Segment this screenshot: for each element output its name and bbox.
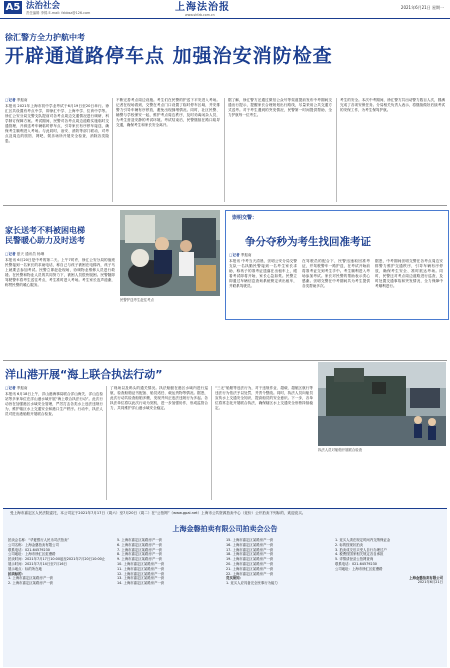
notice-line: 18. 上海市嘉定区某路房产一套 xyxy=(226,552,274,557)
notice-line: 公司名称：上海金磐拍卖有限公司 xyxy=(8,542,59,547)
auction-notice-column-4 xyxy=(335,538,443,664)
column-divider xyxy=(211,386,212,500)
boxed-article-byline xyxy=(229,253,252,258)
notice-line: 17. 上海市嘉定区某路房产一套 xyxy=(226,547,274,552)
column-divider xyxy=(336,98,337,202)
notice-line: 3. 拍卖成交后买受人自行办理过户 xyxy=(335,547,387,552)
notice-line: 联系电话：021-64579230 xyxy=(335,561,377,566)
byline-name: 季振南 xyxy=(16,386,28,390)
notice-line: 5. 详情请登录公拍网查询 xyxy=(335,557,374,562)
notice-line: 6. 上海市嘉定区某路房产一套 xyxy=(117,542,162,547)
notice-line: 11. 上海市嘉定区某路房产一套 xyxy=(117,566,165,571)
lead-column-3: 据了解，徐汇警方还通过微信公众号等渠道提前发布中考期间交通出行提示，提醒家长合理规划出行路线，尽量采用公共交通方式送考。对于考生遇到的突发情况，民警第一时间提供帮助，全力护航每一位考生。 xyxy=(228,98,332,117)
article-2-photo xyxy=(120,210,220,296)
notice-line: 1. 竞买人须在规定时间内交纳保证金 xyxy=(335,538,391,542)
lead-column-4: 考生的安全。本次中考期间，徐汇警方共出动警力数百人次，圆满完成了各项安保任务。分局相关负责人表示，将继续做好后续考试的安保工作，为考生保驾护航。 xyxy=(340,98,445,112)
notice-line: 9. 上海市嘉定区某路房产一套 xyxy=(117,557,162,562)
notice-line: 13. 上海市嘉定区某路房产一套 xyxy=(117,576,165,581)
notice-line: 2. 上海市嘉定区某路房产一套 xyxy=(8,581,53,586)
article-3-byline xyxy=(5,386,28,391)
police-escort-photo xyxy=(120,210,220,296)
section-rule xyxy=(3,205,447,206)
notice-line: 展示时间：2021年7月14日至7月16日 xyxy=(8,561,67,566)
article-2-headline xyxy=(5,226,115,246)
boxed-article-column-2: 在驾驶员的配合下，民警迅速取回准考证，并驾驶警车一路护送，在考试开始前将准考证交到考生手中。考生顺利进入考场参加考试。家长对民警的帮助表示衷心感谢。崇明交警在中考期间共为考生提供各类帮助多次。 xyxy=(302,259,370,288)
auction-notice-column-3 xyxy=(226,538,330,664)
byline-name: 季振南 xyxy=(16,98,28,102)
masthead: 上海法治报 xyxy=(175,2,230,13)
notice-line: 联系电话：021-64579230 xyxy=(8,547,50,552)
notice-line: 21. 上海市嘉定区某路房产一套 xyxy=(226,566,274,571)
notice-line: 14. 上海市嘉定区某路房产一套 xyxy=(117,581,165,586)
article-3-headline: 洋山港开展“海上联合执法行动” xyxy=(5,368,163,381)
notice-line: 22. 上海市嘉定区某路房产一套 xyxy=(226,571,274,576)
byline-label: □记者 xyxy=(5,98,16,102)
notice-line: 拍卖时间：2021年7月17日10:00起至2021年7月20日10:00止 xyxy=(8,557,106,562)
article-3-caption: 执法人员对船舶开展联合检查 xyxy=(318,448,363,452)
lead-byline xyxy=(5,98,28,103)
boxed-article-kicker: 崇明交警： xyxy=(232,215,258,221)
lead-column-2: 不断完善考点周边设施。考生们在民警的护送下平安进入考场。记者在现场看到，交警在考点门口设置了临时停车区域，并安排警力引导车辆有序停放，避免出现拥堵情况。同时，社区民警、辅警与学校保安一起，维护考点周边秩序，及时劝离闲杂人员，为考生营造安静的考试环境。考试结束后，民警继续在路口疏导交通，确保考生和家长安全离开。 xyxy=(116,98,220,127)
byline-label: □记者 xyxy=(229,253,240,257)
byline-name: 季振南 xyxy=(240,253,252,257)
article-3-photo xyxy=(318,362,446,446)
notice-line: 公司地址：上海市徐汇区虹漕路 xyxy=(335,566,383,571)
notice-signature: 上海金磐拍卖有限公司 xyxy=(409,575,443,580)
notice-line: 2. 标的按现状拍卖 xyxy=(335,542,364,547)
notice-line: 4. 税费按国家相关规定各自承担 xyxy=(335,552,384,557)
article-3-column-3: “三无”船舶等违法行为，对于违规作业、超载、超航区航行等违法行为依法予以处罚，并责令整改。同时，执法人员向船员宣传水上交通安全知识，提高船员的安全意识。下一步，各单位将常态化开展联合执法，确保辖区水上交通安全形势持续稳定。 xyxy=(215,386,313,410)
issue-date: 2021年6月21日 星期一 xyxy=(400,5,444,10)
masthead-url: www.shfzb.com.cn xyxy=(185,13,215,17)
column-divider xyxy=(106,386,107,500)
article-2-headline-line-1: 家长送考不料被困电梯 xyxy=(5,226,85,235)
article-2-body: 本报讯 6月20日是中考的第二天。上午7时许，徐汇公安分局的值班民警接到一名家长的求助电话，称自己与孩子被困在电梯内，孩子马上就要去参加考试。民警立即赶赴现场，协调物业维修人员进行救援。在民警和物业人员的共同努力下，被困人员很快脱困。民警随即驾驶警车将考生送往考点，考生准时进入考场。考生家长连声道谢，称赞民警的暖心服务。 xyxy=(5,258,115,287)
notice-line: 16. 上海市嘉定区某路房产一套 xyxy=(226,542,274,547)
notice-line: 19. 上海市嘉定区某路房产一套 xyxy=(226,557,274,562)
notice-line: 10. 上海市嘉定区某路房产一套 xyxy=(117,561,165,566)
auction-notice-column-2 xyxy=(117,538,221,664)
notice-line: 8. 上海市嘉定区某路房产一套 xyxy=(117,552,162,557)
notice-line: 5. 上海市嘉定区某路房产一套 xyxy=(117,538,162,542)
auction-notice-title: 上海金磐拍卖有限公司拍卖会公告 xyxy=(172,525,278,533)
notice-line: 竞买须知： xyxy=(226,576,243,581)
column-divider xyxy=(112,98,113,202)
notice-line: 20. 上海市嘉定区某路房产一套 xyxy=(226,561,274,566)
notice-line: 拍卖会名称：“华夏银行人民币司法拍卖” xyxy=(8,538,70,542)
section-rule xyxy=(3,360,447,361)
boxed-article-column-3: 据悉，中考期间崇明交警在各考点周边安排警力维护交通秩序，引导车辆有序停放，确保考生安全、准时抵达考场。同时，民警还对考点周边道路进行巡查，及时处置交通事故和突发情况，全力保障中考顺利进行。 xyxy=(375,259,443,288)
lead-column-1: 本报讯 2021年上海市初中学业考试于6月19日至20日举行。徐汇区共设置有考点中学，即徐汇中学、上海中学、位育中学等。徐汇公安分局交警支队提前对各考点周边交通情况进行调研，科学制订保障方案。考试期间，民警对各考点周边道路实施临时交通管理，开辟送考车辆临时停车点，引导家长有序停车接送，确保考生顺利进入考场。与此同时，治安、消防等部门联动，对考点及周边的旅馆、网吧、娱乐场所开展安全检查，消除各类隐患。 xyxy=(5,104,109,143)
notice-line: 公司地址：上海市徐汇区虹漕路 xyxy=(8,552,56,557)
article-3-column-1: 本报讯 6月18日上午，洋山港海事局联合洋山海关、洋山边检站等多家单位在洋山港水域开展“海上联合执法行动”。此次行动旨在加强港区水域安全管理，严厉打击各类水上违法违规行为，维护辖区水上交通安全和港口生产秩序。行动中，执法人员对进出港船舶开展联合检查。 xyxy=(5,392,103,416)
boxed-article-column-1: 本报讯 中考当天清晨，崇明公安分局交警支队一名执勤民警接到一名考生家长求助，称孩子的准考证遗落在出租车上，眼看考试即将开始，家长心急如焚。民警立即通过车辆信息查询系统锁定该出租车，并联系驾驶员。 xyxy=(229,259,297,288)
notice-line: 1. 上海市嘉定区某路房产一套 xyxy=(8,576,53,581)
auction-notice-column-1 xyxy=(8,538,112,664)
notice-line: 展示地点：标的所在地 xyxy=(8,566,42,571)
section-name: 法治社会 xyxy=(26,1,61,11)
notice-line: 15. 上海市嘉定区某路房产一套 xyxy=(226,538,274,542)
notice-line: 1. 竞买人应具备完全民事行为能力 xyxy=(226,581,278,586)
boxed-article-headline: 争分夺秒为考生找回准考证 xyxy=(245,236,371,248)
article-2-headline-line-2: 民警暖心助力及时送考 xyxy=(5,236,85,245)
header-meta: 责任编辑 李锦 E-mail: fzbbsz@126.com xyxy=(26,11,91,15)
article-3-column-2: 了现场以及码头的通关情况。执法船艇在港区水域内进行巡航，检查船舶证书配备、船员适任、载运货物等情况。据悉，此次行动共检查船舶多艘，发现并纠正违法违规行为多起。各执法单位将以此次行动为契机，进一步加强协作，形成监管合力，共同维护洋山港水域安全稳定。 xyxy=(110,386,208,410)
byline-label: □记者 xyxy=(5,386,16,390)
article-2-body-continued xyxy=(120,304,220,356)
auction-notice-intro: 受上海市嘉定区人民法院委托，本公司定于2021年7月17日（周六）至7月20日（周二）在“公拍网”（www.gpai.net）上海市公共资源拍卖中心（竞价）公开拍卖下列标的，欢迎竞买。 xyxy=(10,511,306,515)
notice-line: 7. 上海市嘉定区某路房产一套 xyxy=(117,547,162,552)
article-2-caption: 民警护送考生赶往考点 xyxy=(120,298,154,302)
notice-date: 2021年6月21日 xyxy=(417,580,443,585)
byline-name: 夏天 通讯员 杨琳 xyxy=(16,252,45,256)
lead-headline: 开辟通道路停车点 加强治安消防检查 xyxy=(5,45,333,67)
page-number: A5 xyxy=(5,2,21,13)
lead-kicker: 徐汇警方全力护航中考 xyxy=(5,33,85,42)
byline-label: □记者 xyxy=(5,252,16,256)
column-divider xyxy=(224,98,225,202)
harbor-inspection-photo xyxy=(318,362,446,446)
notice-line: 拍卖标的： xyxy=(8,571,25,576)
article-2-byline xyxy=(5,252,44,257)
notice-line: 12. 上海市嘉定区某路房产一套 xyxy=(117,571,165,576)
